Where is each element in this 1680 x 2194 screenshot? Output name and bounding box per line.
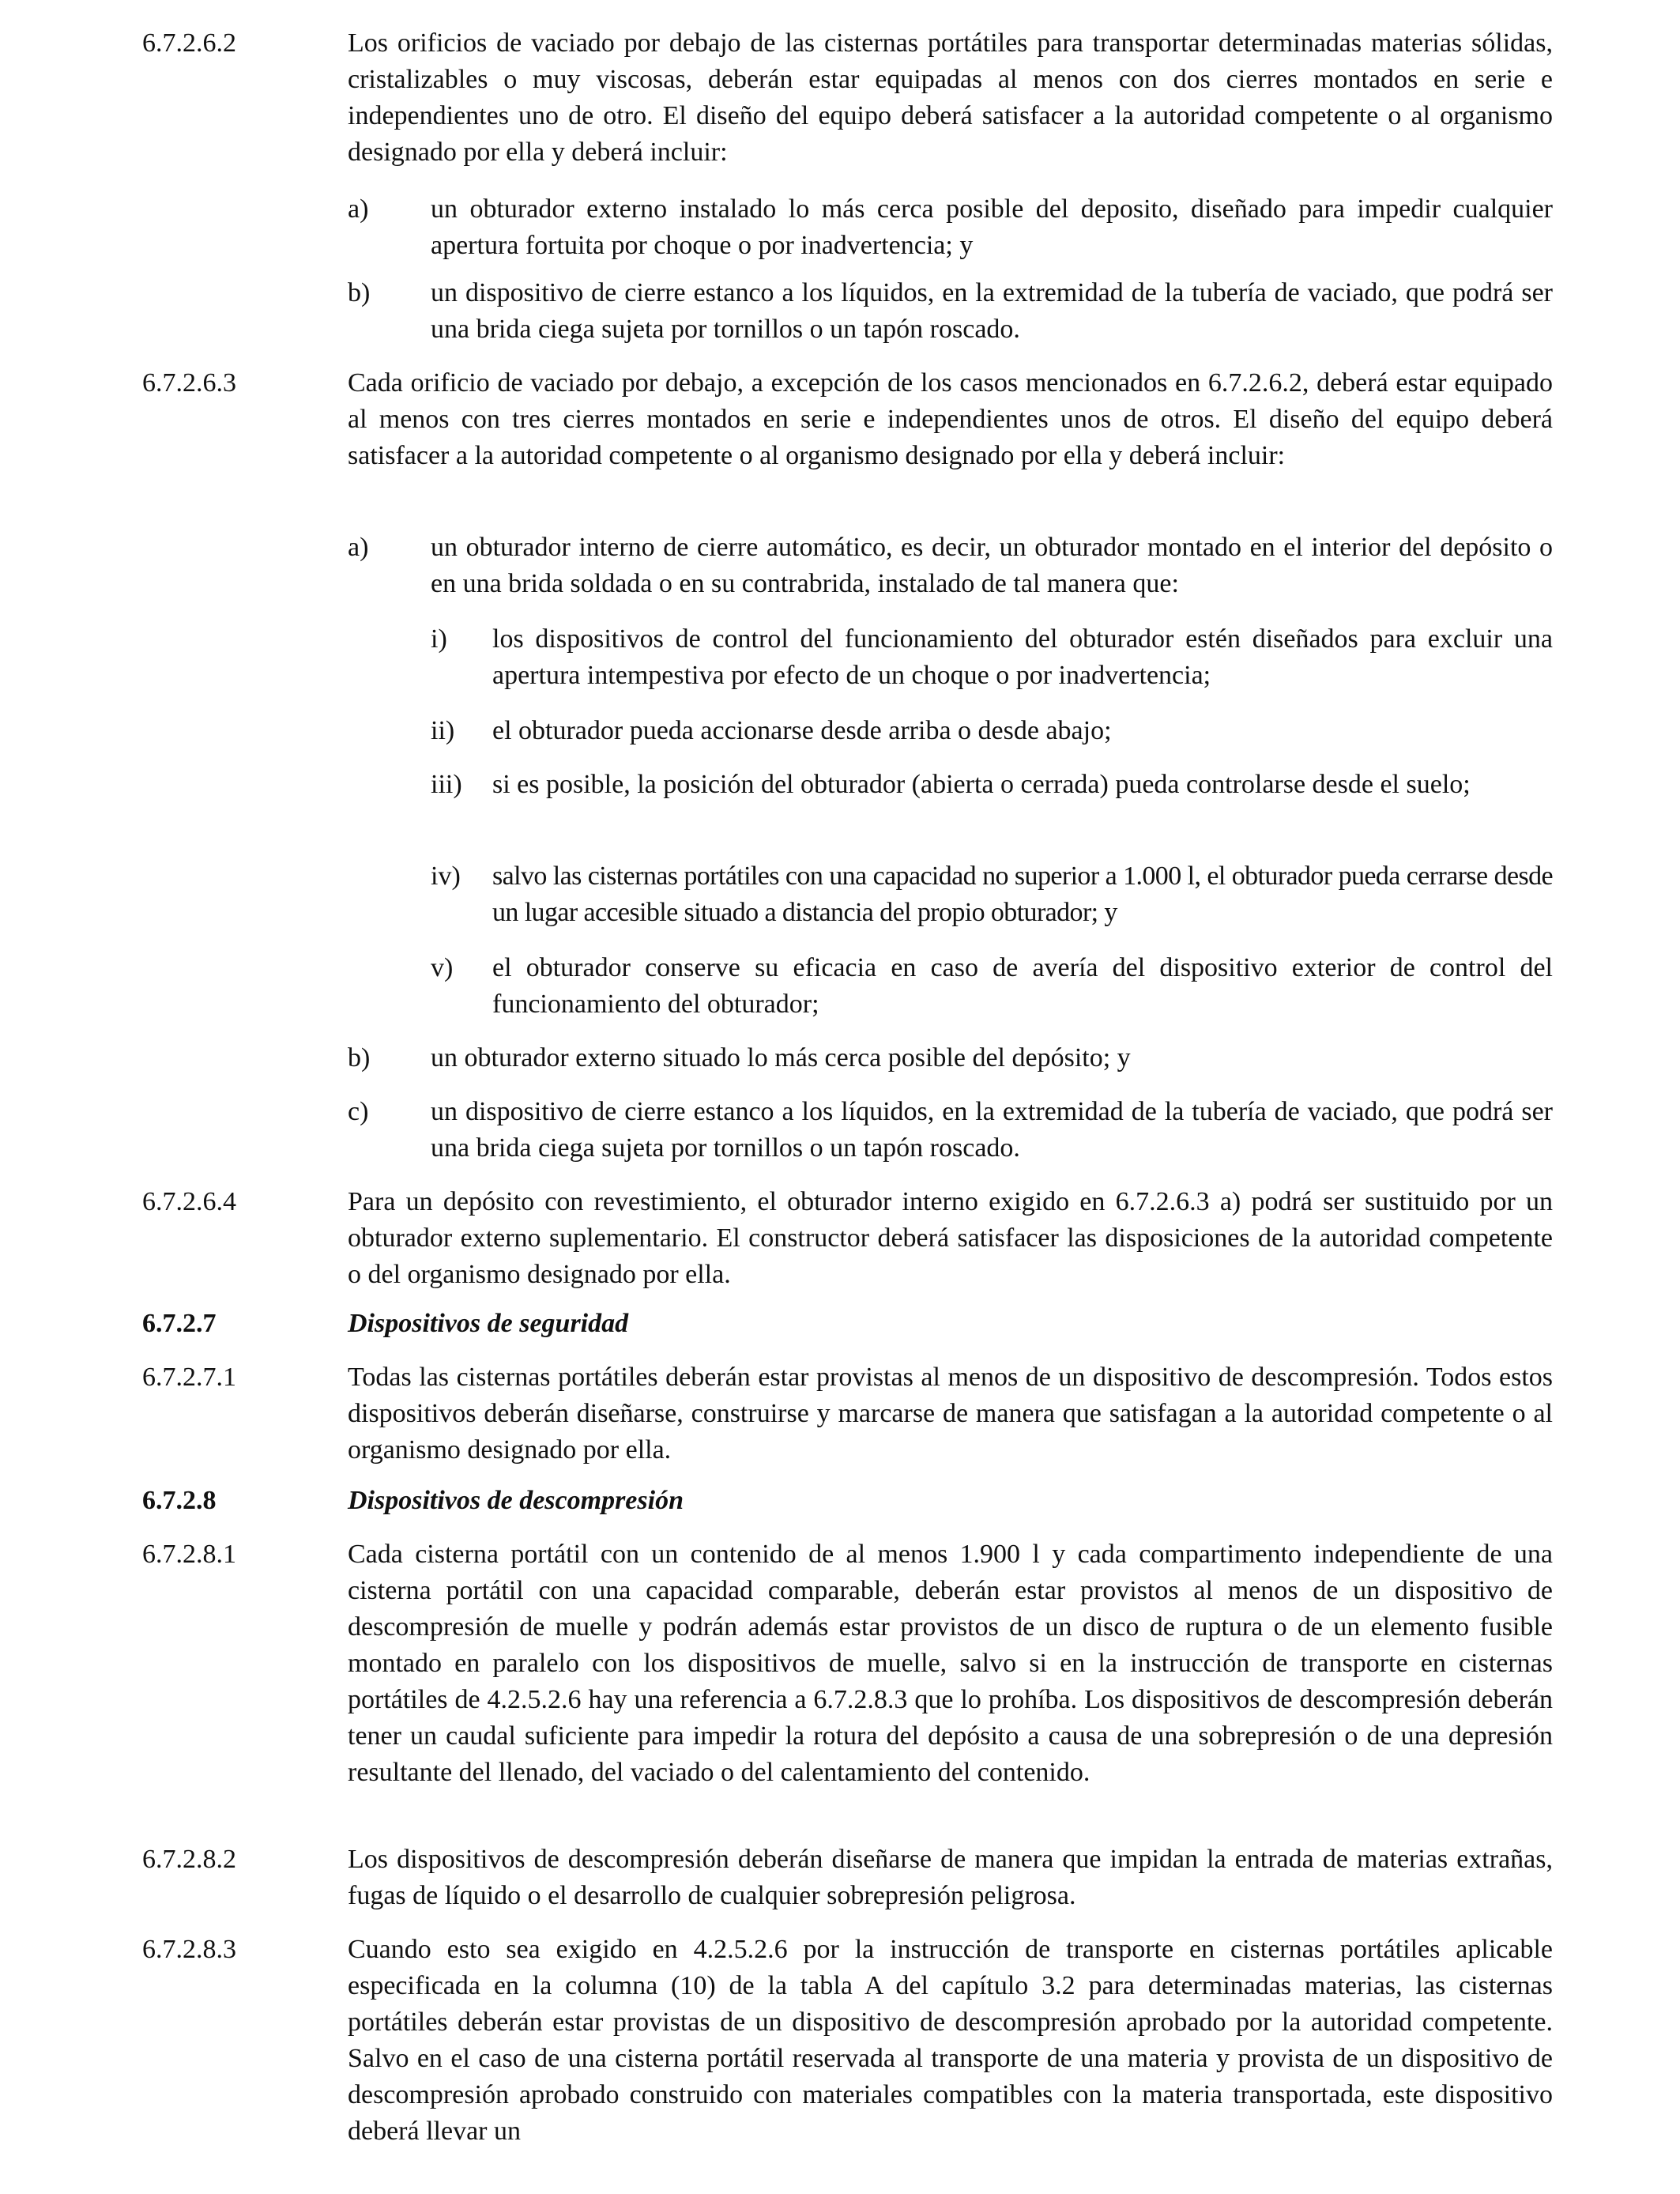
roman-label: i) <box>431 624 447 654</box>
list-text: un dispositivo de cierre estanco a los líquidos, en la extremidad de la tubería de vaciado, que podrá ser una brida ciega sujeta por tornillos o un tapón roscado. <box>431 278 1553 344</box>
section-text: Los dispositivos de descompresión deberán diseñarse de manera que impidan la entrada de materias extrañas, fugas de líquido o el desarrollo de cualquier sobrepresión peligrosa. <box>348 1845 1553 1910</box>
section-number: 6.7.2.8.3 <box>142 1935 236 1964</box>
list-text: un obturador externo situado lo más cerca posible del depósito; y <box>431 1043 1131 1072</box>
list-text: un dispositivo de cierre estanco a los líquidos, en la extremidad de la tubería de vaciado, que podrá ser una brida ciega sujeta por tornillos o un tapón roscado. <box>431 1097 1553 1163</box>
list-text: un obturador externo instalado lo más cerca posible del deposito, diseñado para impedir cualquier apertura fortuita por choque o por inadvertencia; y <box>431 194 1553 260</box>
list-label: b) <box>348 1043 371 1072</box>
section-number: 6.7.2.8.1 <box>142 1540 236 1569</box>
list-text: un obturador interno de cierre automático, es decir, un obturador montado en el interior del depósito o en una brida soldada o en su contrabrida, instalado de tal manera que: <box>431 533 1553 598</box>
list-label: c) <box>348 1097 369 1126</box>
roman-text: el obturador pueda accionarse desde arriba o desde abajo; <box>492 716 1112 745</box>
section-text: Los orificios de vaciado por debajo de las cisternas portátiles para transportar determinadas materias sólidas, cristalizables o muy viscosas, deberán estar equipadas al menos con dos cierres montados en serie e independientes uno de otro. El diseño del equipo deberá satisfacer a la autoridad competente o al organismo designado por ella y deberá incluir: <box>348 28 1553 167</box>
section-number: 6.7.2.6.4 <box>142 1187 236 1216</box>
roman-text: si es posible, la posición del obturador (abierta o cerrada) pueda controlarse desde el suelo; <box>492 770 1471 799</box>
section-text: Para un depósito con revestimiento, el obturador interno exigido en 6.7.2.6.3 a) podrá ser sustituido por un obturador externo suplementario. El constructor deberá satisfacer las disposiciones de la autoridad competente o del organismo designado por ella. <box>348 1187 1553 1289</box>
roman-label: iv) <box>431 861 461 891</box>
heading-title: Dispositivos de seguridad <box>348 1309 629 1338</box>
section-text: Cada cisterna portátil con un contenido de al menos 1.900 l y cada compartimento independiente de una cisterna portátil con una capacidad comparable, deberán estar provistos al menos de un dispositivo de descompresión de muelle y podrán además estar provistos de un disco de ruptura o de un elemento fusible montado en paralelo con los dispositivos de muelle, salvo si en la instrucción de transporte en cisternas portátiles de 4.2.5.2.6 hay una referencia a 6.7.2.8.3 que lo prohíba. Los dispositivos de descompresión deberán tener un caudal suficiente para impedir la rotura del depósito a causa de una sobrepresión o de una depresión resultante del llenado, del vaciado o del calentamiento del contenido. <box>348 1540 1553 1787</box>
section-text: Cuando esto sea exigido en 4.2.5.2.6 por la instrucción de transporte en cisternas portátiles aplicable especificada en la columna (10) de la tabla A del capítulo 3.2 para determinadas materias, las cisternas portátiles deberán estar provistas de un dispositivo de descompresión aprobado por la autoridad competente. Salvo en el caso de una cisterna portátil reservada al transporte de una materia y provista de un dispositivo de descompresión aprobado construido con materiales compatibles con la materia transportada, este dispositivo deberá llevar un <box>348 1935 1553 2146</box>
roman-text: salvo las cisternas portátiles con una capacidad no superior a 1.000 l, el obturador pueda cerrarse desde un lugar accesible situado a distancia del propio obturador; y <box>492 861 1553 927</box>
roman-label: iii) <box>431 770 462 799</box>
section-text: Todas las cisternas portátiles deberán estar provistas al menos de un dispositivo de descompresión. Todos estos dispositivos deberán diseñarse, construirse y marcarse de manera que satisfagan a la autoridad competente o al organismo designado por ella. <box>348 1363 1553 1465</box>
heading-number: 6.7.2.8 <box>142 1486 217 1515</box>
section-number: 6.7.2.6.3 <box>142 368 236 398</box>
heading-number: 6.7.2.7 <box>142 1309 217 1338</box>
heading-title: Dispositivos de descompresión <box>348 1486 684 1515</box>
section-number: 6.7.2.6.2 <box>142 28 236 58</box>
list-label: a) <box>348 533 369 562</box>
section-number: 6.7.2.8.2 <box>142 1845 236 1874</box>
roman-text: el obturador conserve su eficacia en caso de avería del dispositivo exterior de control del funcionamiento del obturador; <box>492 953 1553 1019</box>
list-label: a) <box>348 194 369 224</box>
roman-label: ii) <box>431 716 455 745</box>
list-label: b) <box>348 278 371 307</box>
roman-text: los dispositivos de control del funcionamiento del obturador estén diseñados para excluir una apertura intempestiva por efecto de un choque o por inadvertencia; <box>492 624 1553 690</box>
section-text: Cada orificio de vaciado por debajo, a excepción de los casos mencionados en 6.7.2.6.2, deberá estar equipado al menos con tres cierres montados en serie e independientes unos de otros. El diseño del equipo deberá satisfacer a la autoridad competente o al organismo designado por ella y deberá incluir: <box>348 368 1553 470</box>
roman-label: v) <box>431 953 454 982</box>
section-number: 6.7.2.7.1 <box>142 1363 236 1392</box>
